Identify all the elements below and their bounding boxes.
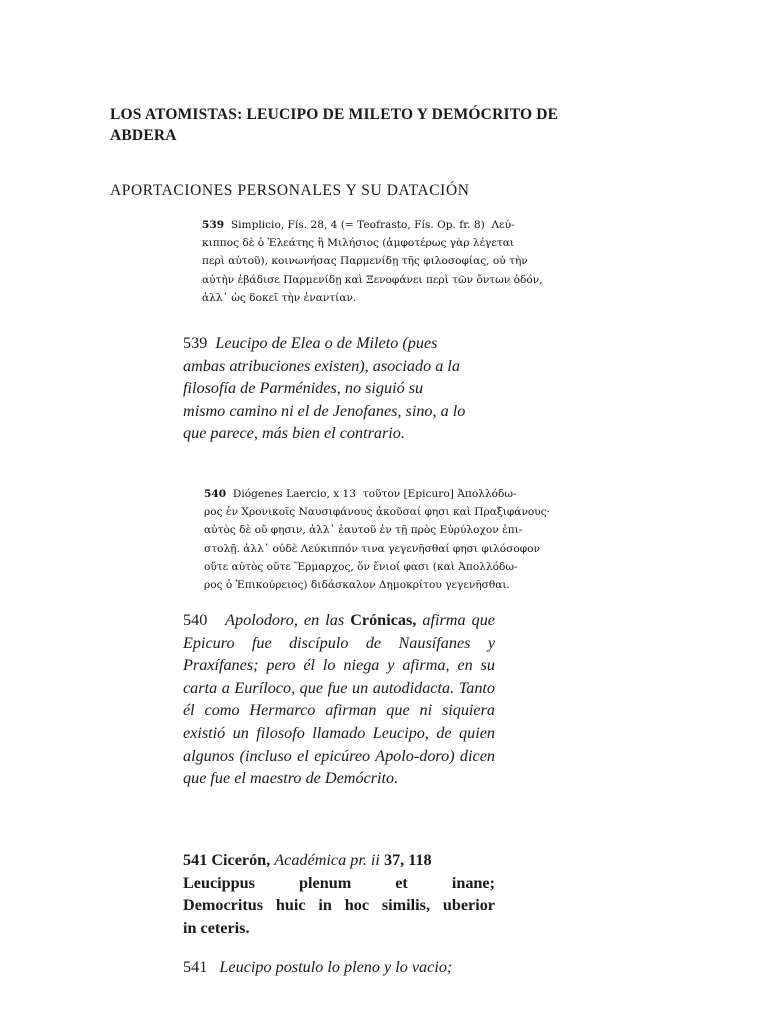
latin-text-line: in ceteris. xyxy=(183,918,250,937)
greek-text-line: οὔτε αὐτὸς οὔτε Ἕρμαρχος, ὅν ἔνιοί φασι (καὶ Ἀπολλόδω- xyxy=(204,560,518,573)
translation-line: Leucipo de Elea o de Mileto (pues xyxy=(215,334,438,352)
translation-line: ambas atribuciones existen), asociado a la xyxy=(183,356,460,375)
greek-text-line: ρος ἐν Χρονικοῖς Ναυσιφάνους ἀκοῦσαί φησι καὶ Πραξιφάνους· xyxy=(204,506,551,519)
greek-text-line: στολῇ. ἀλλ᾽ οὐδὲ Λεύκιππόν τινα γεγενῆσθαί φησι φιλόσοφον xyxy=(204,542,540,555)
latin-text-line: Leucippus plenum et inane; xyxy=(183,873,495,892)
fragment-539-source xyxy=(202,216,592,307)
section-title: APORTACIONES PERSONALES Y SU DATACIÓN xyxy=(110,182,470,199)
fragment-540-translation xyxy=(183,609,495,790)
source-reference: Diógenes Laercio, x 13 xyxy=(232,488,357,500)
translation-number: 539 xyxy=(183,334,208,352)
translation-number: 540 xyxy=(183,611,208,629)
translation-line: mismo camino ni el de Jenofanes, sino, a lo xyxy=(183,401,466,420)
greek-text-line: περὶ αὐτοῦ), κοινωνήσας Παρμενίδῃ τῆς φιλοσοφίας, οὐ τὴν xyxy=(202,255,528,268)
source-number: 539 xyxy=(202,219,225,231)
greek-text-line: αὐτὴν ἐβάδισε Παρμενίδῃ καὶ Ξενοφάνει περὶ τῶν ὄντων ὁδόν, xyxy=(202,273,543,286)
greek-text-line: αὐτὸς δὲ οὔ φησιν, ἀλλ᾽ ἑαυτοῦ ἐν τῇ πρὸς Εὐρύλοχον ἐπι- xyxy=(204,524,523,537)
fragment-541-source xyxy=(183,849,495,939)
source-reference: Simplicio, Fís. 28, 4 (= Teofrasto, Fís. Op. fr. 8) xyxy=(230,219,485,231)
source-heading: 541 Cicerón, xyxy=(183,851,271,869)
translation-work-title: Crónicas, xyxy=(350,611,417,629)
translation-text-after: afirma que Epicuro fue discípulo de Nausífanes y Praxífanes; pero él lo niega y afirma, en su carta a Euríloco, que fue un autodidacta. Tanto él como Hermarco afirman que ni siquiera existió un filosofo llamado Leucipo, de quien algunos (incluso el epicúreo Apolo-doro) dicen que fue el maestro de Demócrito. xyxy=(183,611,495,788)
translation-number: 541 xyxy=(183,958,208,976)
source-work: Académica pr. ii xyxy=(274,851,380,869)
greek-text-line: ρος ὁ Ἐπικούρειος) διδάσκαλον Δημοκρίτου γεγενῆσθαι. xyxy=(204,579,510,592)
greek-text-line: ἀλλ᾽ ὡς δοκεῖ τὴν ἐναντίαν. xyxy=(202,291,357,304)
source-reference: 37, 118 xyxy=(383,851,432,869)
translation-line: filosofía de Parménides, no siguió su xyxy=(183,379,424,398)
source-number: 540 xyxy=(204,488,227,500)
fragment-539-translation xyxy=(183,332,495,445)
translation-line: que parece, más bien el contrario. xyxy=(183,424,405,443)
translation-line: Leucipo postulo lo pleno y lo vacio; xyxy=(219,958,453,976)
fragment-541-translation xyxy=(183,958,452,977)
greek-text-line: Λεύ- xyxy=(491,219,515,231)
chapter-title: LOS ATOMISTAS: LEUCIPO DE MILETO Y DEMÓCRITO DE ABDERA xyxy=(110,106,559,144)
fragment-540-source xyxy=(204,485,594,594)
greek-text-line: κιππος δὲ ὁ Ἐλεάτης ἢ Μιλήσιος (ἀμφοτέρως γὰρ λέγεται xyxy=(202,237,515,250)
translation-text-before: Apolodoro, en las xyxy=(225,611,345,629)
latin-text-line: Democritus huic in hoc similis, uberior xyxy=(183,896,495,915)
greek-text-line: τοῦτον [Epicuro] Ἀπολλόδω- xyxy=(362,488,517,500)
